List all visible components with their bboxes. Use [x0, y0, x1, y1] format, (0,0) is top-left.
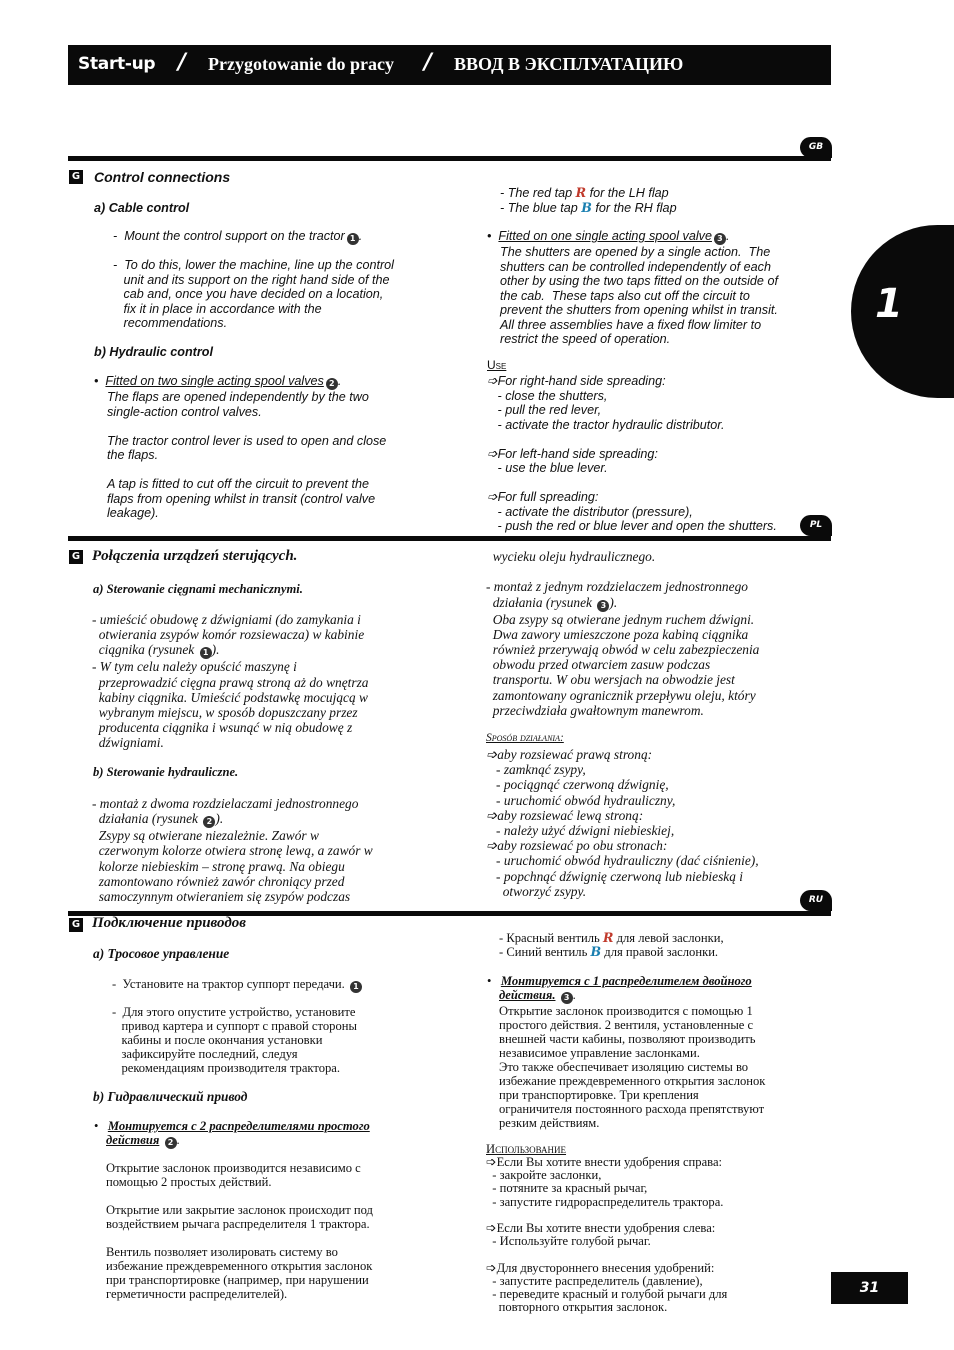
- text-line: - montaż z jednym rozdzielaczem jednostronnego: [486, 579, 748, 595]
- text-line: przeciwdziała gwałtownym manewrom.: [486, 702, 704, 718]
- text-line: wybranym miejscu, w sposób dopuszczany przez: [92, 705, 358, 721]
- text-line: Это также обеспечивает изоляцию системы во: [499, 1060, 749, 1074]
- text-line: при транспортировке. Три крепления: [499, 1088, 699, 1102]
- text-line: - uruchomić obwód hydrauliczny (dać ciśnienie),: [486, 853, 759, 869]
- text-line: samoczynnym otwieraniem się zsypów podczas: [92, 889, 351, 905]
- text-line: Открытие заслонок производится независимо с: [106, 1161, 361, 1175]
- text-line: prevent the shutters from opening whilst in transit.: [500, 303, 778, 317]
- blue-tap-label: - The blue tap: [500, 200, 578, 215]
- callout-3-icon: 3: [597, 600, 609, 612]
- page-number: 31: [831, 1272, 908, 1304]
- text-line: - To do this, lower the machine, line up the control: [113, 258, 394, 272]
- page-header: [68, 45, 831, 85]
- text-line: zamontowany ogranicznik przepływu oleju, który: [486, 687, 756, 703]
- text-line: избежание преждевременного открытия заслонок: [106, 1259, 373, 1273]
- callout-2-icon: 2: [165, 1137, 177, 1149]
- text-line: transportu. W obu wersjach na obwodzie jest: [486, 672, 735, 688]
- text-line: простого действия. 2 вентиля, установленные с: [499, 1018, 754, 1032]
- ru-cable-item1-text: - Установите на трактор суппорт передачи.: [112, 977, 345, 991]
- text-line: - закройте заслонки,: [486, 1168, 602, 1183]
- text-line: - потяните за красный рычаг,: [486, 1181, 648, 1196]
- text-line: Открытие заслонок производится с помощью 1: [499, 1004, 753, 1018]
- text-line: recommendations.: [113, 316, 228, 330]
- text-line: flaps from opening whilst in transit (control valve: [107, 491, 376, 506]
- text-line: wycieku oleju hydraulicznego.: [486, 549, 656, 564]
- text-line: restrict the speed of operation.: [500, 332, 671, 346]
- text-line: Если Вы хотите внести удобрения слева:: [496, 1221, 716, 1236]
- pl-use-heading: Sposób działania:: [486, 732, 564, 744]
- text-line: producenta ciągnika i wsunąć w nią obudowę z: [92, 720, 353, 736]
- text-line: zamontowano również zawór chroniący przed: [92, 873, 345, 889]
- text-line: For right-hand side spreading:: [497, 374, 666, 388]
- section-title-pl: Połączenia urządzeń sterujących.: [92, 548, 298, 564]
- text-line: shutters can be controlled independently of each: [500, 259, 771, 274]
- text-line: - pociągnąć czerwoną dźwignię,: [486, 777, 669, 793]
- text-line: aby rozsiewać prawą stroną:: [497, 747, 653, 762]
- text-line: - activate the distributor (pressure),: [487, 504, 693, 519]
- ru-single-valve-link: Монтируется с 1 распределителем двойного: [500, 974, 752, 988]
- ru-use-list: [486, 1156, 727, 1314]
- ru-hydraulic-link: Монтируется с 2 распределителями простого: [107, 1119, 370, 1133]
- blue-tap-desc: для правой заслонки.: [604, 945, 719, 959]
- text-line: Если Вы хотите внести удобрения справа:: [496, 1155, 723, 1169]
- text-line: Вентиль позволяет изолировать систему во: [106, 1245, 338, 1259]
- text-line: leakage).: [107, 506, 159, 520]
- arrow-icon: ➩: [486, 747, 498, 762]
- pl-use-list: [486, 747, 759, 899]
- text-line: резким действиям.: [499, 1116, 600, 1130]
- heading-hydraulic-ru: b) Гидравлический привод: [93, 1089, 248, 1104]
- pl-hydraulic-list: - montaż z dwoma rozdzielaczami jednostronnego działania (rysunek 2 ). Zsypy są otwierane niezależnie. Zawór w czerwonym kolorze otwiera stronę lewą, a zawór w kolorze niebieskim – stronę prawą. Na obiegu zamontowano również zawór chroniący przed samoczynnym otwieraniem się zsypów podczas: [92, 796, 373, 905]
- ru-single-valve-link-2: действия.: [499, 988, 556, 1002]
- text-line: - push the red or blue lever and open the shutters.: [487, 519, 777, 533]
- text-line: - W tym celu należy opuścić maszynę i: [92, 659, 297, 675]
- arrow-icon: ➩: [486, 1260, 497, 1275]
- ru-use-heading: Использование: [486, 1142, 567, 1156]
- text-line: герметичности распределителей).: [106, 1287, 288, 1301]
- blue-tap-label: - Синий вентиль: [499, 945, 588, 959]
- text-line: - uruchomić obwód hydrauliczny,: [486, 792, 676, 808]
- callout-2-icon: 2: [203, 816, 215, 828]
- text-line: A tap is fitted to cut off the circuit to prevent the: [107, 477, 370, 491]
- section-marker-pl: G: [69, 550, 83, 564]
- ru-hydraulic-item: • Монтируется с 2 распределителями простого действия 2 . Открытие заслонок производится независимо с помощью 2 простых действий. Открытие или закрытие заслонок происходит под воздействием рычага распределителя 1 трактора. Вентиль позволяет изолировать систему во избежание преждевременного открытия заслонок при транспортировке (например, при нарушении герметичности распределителей).: [94, 1119, 373, 1301]
- gb-single-valve-link: Fitted on one single acting spool valve: [498, 229, 712, 243]
- text-line: Oba zsypy są otwierane jednym ruchem dźwigni.: [486, 611, 755, 627]
- gb-hydraulic-link: Fitted on two single acting spool valves: [105, 374, 324, 388]
- text-line: kolorze niebieskim – stronę prawą. Na obiegu: [92, 858, 345, 874]
- lang-badge-ru: RU: [800, 890, 832, 911]
- lang-badge-gb: GB: [800, 137, 832, 158]
- text-line: The flaps are opened independently by the two: [107, 390, 369, 404]
- text-line: [107, 419, 386, 434]
- text-line: kabiny ciągnika. Umieścić podstawkę mocującą w: [92, 689, 368, 705]
- text-line: воздействием рычага распределителя 1 трактора.: [106, 1217, 370, 1231]
- red-tap-icon: R: [575, 185, 587, 200]
- text-line: otworzyć zsypy.: [486, 883, 587, 899]
- text-line: - montaż z dwoma rozdzielaczami jednostronnego: [92, 796, 359, 811]
- text-line: obwodu przed otwarciem zasuw podczas: [486, 657, 711, 673]
- arrow-icon: ➩: [487, 446, 498, 461]
- heading-cable-ru: a) Тросовое управление: [93, 946, 230, 961]
- ru-hydraulic-link-2: действия: [106, 1133, 160, 1147]
- text-line: aby rozsiewać lewą stroną:: [497, 807, 644, 823]
- arrow-icon: ➩: [486, 1155, 497, 1169]
- text-line: независимое управление заслонками.: [499, 1046, 700, 1060]
- text-line: All three assemblies have a fixed flow limiter to: [500, 317, 762, 332]
- text-line: cab and, once you have decided on a location,: [113, 287, 384, 301]
- callout-3-icon: 3: [561, 992, 573, 1004]
- callout-1-icon: 1: [347, 233, 359, 245]
- gb-cable-item1: - Mount the control support on the tractor 1 .: [113, 229, 363, 243]
- text-line: Dwa zawory umieszczone poza kabiną ciągnika: [486, 626, 749, 642]
- gb-use-heading: Use: [487, 358, 507, 372]
- callout-3-icon: 3: [714, 233, 726, 245]
- text-line: fix it in place in accordance with the: [113, 301, 322, 316]
- blue-tap-icon: B: [581, 199, 592, 215]
- text-line: the cab. These taps also cut off the circuit to: [500, 288, 750, 303]
- section-title-ru: Подключение приводов: [92, 915, 247, 931]
- text-line: Для двустороннего внесения удобрений:: [496, 1260, 715, 1275]
- text-line: Открытие или закрытие заслонок происходит под: [106, 1203, 373, 1217]
- text-line: - umieścić obudowę z dźwigniami (do zamykania i: [92, 612, 361, 627]
- text-line: - zamknąć zsypy,: [486, 762, 586, 778]
- chapter-tab: [851, 225, 954, 398]
- heading-cable-control: a) Cable control: [94, 201, 190, 215]
- text-line: кабины и после окончания установки: [112, 1033, 323, 1047]
- gb-tap-list: [500, 186, 677, 215]
- text-line: działania (rysunek: [486, 594, 592, 610]
- header-separator: /: [424, 50, 433, 75]
- text-line: - pull the red lever,: [487, 403, 602, 417]
- red-tap-desc: для левой заслонки,: [616, 931, 724, 945]
- arrow-icon: ➩: [486, 1221, 497, 1236]
- text-line: ограничителя постоянного расхода препятствуют: [499, 1102, 765, 1116]
- text-line: - activate the tractor hydraulic distributor.: [487, 417, 725, 432]
- header-title-en: Start-up: [78, 54, 156, 74]
- text-line: - запустите гидрораспределитель трактора.: [486, 1194, 724, 1209]
- arrow-icon: ➩: [486, 807, 498, 823]
- text-line: aby rozsiewać po obu stronach:: [497, 838, 668, 854]
- text-line: внешней части кабины, позволяют производить: [499, 1032, 756, 1046]
- ru-tap-list: [499, 931, 724, 959]
- section-rule-gb: [68, 156, 831, 161]
- ru-single-valve-item: • Монтируется с 1 распределителем двойного действия. 3 . Открытие заслонок производится с помощью 1 простого действия. 2 вентиля, установленные с внешней части кабины, позволяют производить независимое управление заслонками. Это также обеспечивает изоляцию системы во избежание преждевременного открытия заслонок при транспортировке. Три крепления ограничителя постоянного расхода препятствуют резким действиям.: [487, 974, 766, 1130]
- text-line: działania (rysunek: [92, 811, 198, 827]
- text-line: single-action control valves.: [107, 404, 262, 419]
- text-line: - należy użyć dźwigni niebieskiej,: [486, 823, 675, 839]
- text-line: Zsypy są otwierane niezależnie. Zawór w: [92, 828, 319, 844]
- text-line: зафиксируйте последний, следуя: [112, 1047, 298, 1061]
- text-line: czerwonym kolorze otwiera stronę lewą, a zawór w: [92, 843, 373, 859]
- header-separator: /: [178, 50, 187, 75]
- heading-mechanical-pl: a) Sterowanie cięgnami mechanicznymi.: [93, 582, 303, 596]
- text-line: - Используйте голубой рычаг.: [486, 1234, 651, 1249]
- text-line: The tractor control lever is used to open and close: [107, 433, 387, 448]
- heading-hydraulic-pl: b) Sterowanie hydrauliczne.: [93, 765, 239, 779]
- lang-badge-pl: PL: [800, 515, 832, 536]
- text-line: рекомендациям производителя трактора.: [112, 1061, 341, 1075]
- gb-cable-item1-text: - Mount the control support on the tractor: [113, 229, 345, 243]
- arrow-icon: ➩: [487, 490, 498, 504]
- text-line: ciągnika (rysunek: [92, 642, 195, 658]
- text-line: For left-hand side spreading:: [497, 446, 658, 461]
- text-line: избежание преждевременного открытия заслонок: [499, 1074, 766, 1088]
- text-line: - close the shutters,: [487, 388, 608, 403]
- arrow-icon: ➩: [486, 838, 498, 854]
- section-rule-pl: [68, 536, 831, 541]
- ru-cable-item2: [112, 1005, 357, 1075]
- text-line: również przerywają obwód w celu zabezpieczenia: [486, 642, 760, 658]
- chapter-number: 1: [875, 281, 903, 327]
- section-title-gb: Control connections: [94, 169, 231, 185]
- text-line: unit and its support on the right hand side of the: [113, 272, 390, 287]
- text-line: otwierania zsypów komór rozsiewacza) w kabinie: [92, 627, 365, 643]
- text-line: повторного открытия заслонок.: [486, 1300, 668, 1315]
- text-line: - use the blue lever.: [487, 461, 608, 475]
- text-line: привод картера и суппорт с правой стороны: [112, 1019, 357, 1033]
- pl-single-valve-list: wycieku oleju hydraulicznego. - montaż z jednym rozdzielaczem jednostronnego działania (rysunek 3 ). Oba zsypy są otwierane jednym ruchem dźwigni. Dwa zawory umieszczone poza kabiną ciągnika również przerywają obwód w celu zabezpieczenia obwodu przed otwarciem zasuw podczas transportu. W obu wersjach na obwodzie jest zamontowany ogranicznik przepływu oleju, który przeciwdziała gwałtownym manewrom.: [486, 549, 760, 718]
- gb-use-list: [487, 374, 777, 534]
- red-tap-desc: for the LH flap: [589, 186, 669, 200]
- blue-tap-icon: B: [590, 944, 602, 959]
- gb-cable-item2: [113, 258, 394, 331]
- text-line: other by using the two taps fitted on the outside of: [500, 274, 778, 288]
- callout-2-icon: 2: [326, 378, 338, 390]
- text-line: For full spreading:: [497, 490, 599, 504]
- ru-cable-item1: [112, 977, 362, 993]
- red-tap-icon: R: [602, 930, 614, 945]
- section-marker-ru: G: [69, 918, 83, 932]
- text-line: the flaps.: [107, 448, 159, 462]
- text-line: - переведите красный и голубой рычаги для: [486, 1287, 728, 1302]
- header-title-pl: Przygotowanie do pracy: [208, 54, 394, 74]
- heading-hydraulic-control: b) Hydraulic control: [94, 345, 213, 359]
- blue-tap-desc: for the RH flap: [595, 200, 677, 215]
- arrow-icon: ➩: [487, 374, 498, 388]
- text-line: - Для этого опустите устройство, установите: [112, 1005, 356, 1019]
- red-tap-label: - The red tap: [500, 186, 573, 200]
- text-line: помощью 2 простых действий.: [106, 1175, 272, 1189]
- text-line: при транспортировке (например, при нарушении: [106, 1273, 369, 1287]
- pl-mechanical-list: - umieścić obudowę z dźwigniami (do zamykania i otwierania zsypów komór rozsiewacza) w kabinie ciągnika (rysunek 1 ). - W tym celu należy opuścić maszynę i przeprowadzić cięgna prawą stroną aż do wnętrza kabiny ciągnika. Umieścić podstawkę mocującą w wybranym miejscu, w sposób dopuszczany przez producenta ciągnika i wsunąć w nią obudowę z dźwigniami.: [92, 612, 369, 751]
- text-line: dźwigniami.: [92, 735, 164, 751]
- red-tap-label: - Красный вентиль: [499, 931, 600, 945]
- gb-hydraulic-item: • Fitted on two single acting spool valves 2 . The flaps are opened independently by the two single-action control valves. The tractor control lever is used to open and close the flaps. A tap is fitted to cut off the circuit to prevent the flaps from opening whilst in transit (control valve leakage).: [94, 374, 387, 520]
- header-title-ru: ВВОД В ЭКСПЛУАТАЦИЮ: [454, 54, 684, 74]
- callout-1-icon: 1: [350, 981, 362, 993]
- text-line: [107, 463, 386, 478]
- text-line: - запустите распределитель (давление),: [486, 1273, 703, 1288]
- text-line: - popchnąć dźwignię czerwoną lub niebieską i: [486, 868, 743, 884]
- callout-1-icon: 1: [200, 647, 212, 659]
- gb-single-valve-item: • Fitted on one single acting spool valve 3 . The shutters are opened by a single action. The shutters can be controlled independently of each other by using the two taps fitted on the outside of the cab. These taps also cut off the circuit to prevent the shutters from opening whilst in transit. All three assemblies have a fixed flow limiter to restrict the speed of operation.: [487, 229, 778, 346]
- section-marker-gb: G: [69, 170, 83, 184]
- text-line: przeprowadzić cięgna prawą stroną aż do wnętrza: [92, 674, 369, 690]
- text-line: The shutters are opened by a single action. The: [500, 245, 771, 259]
